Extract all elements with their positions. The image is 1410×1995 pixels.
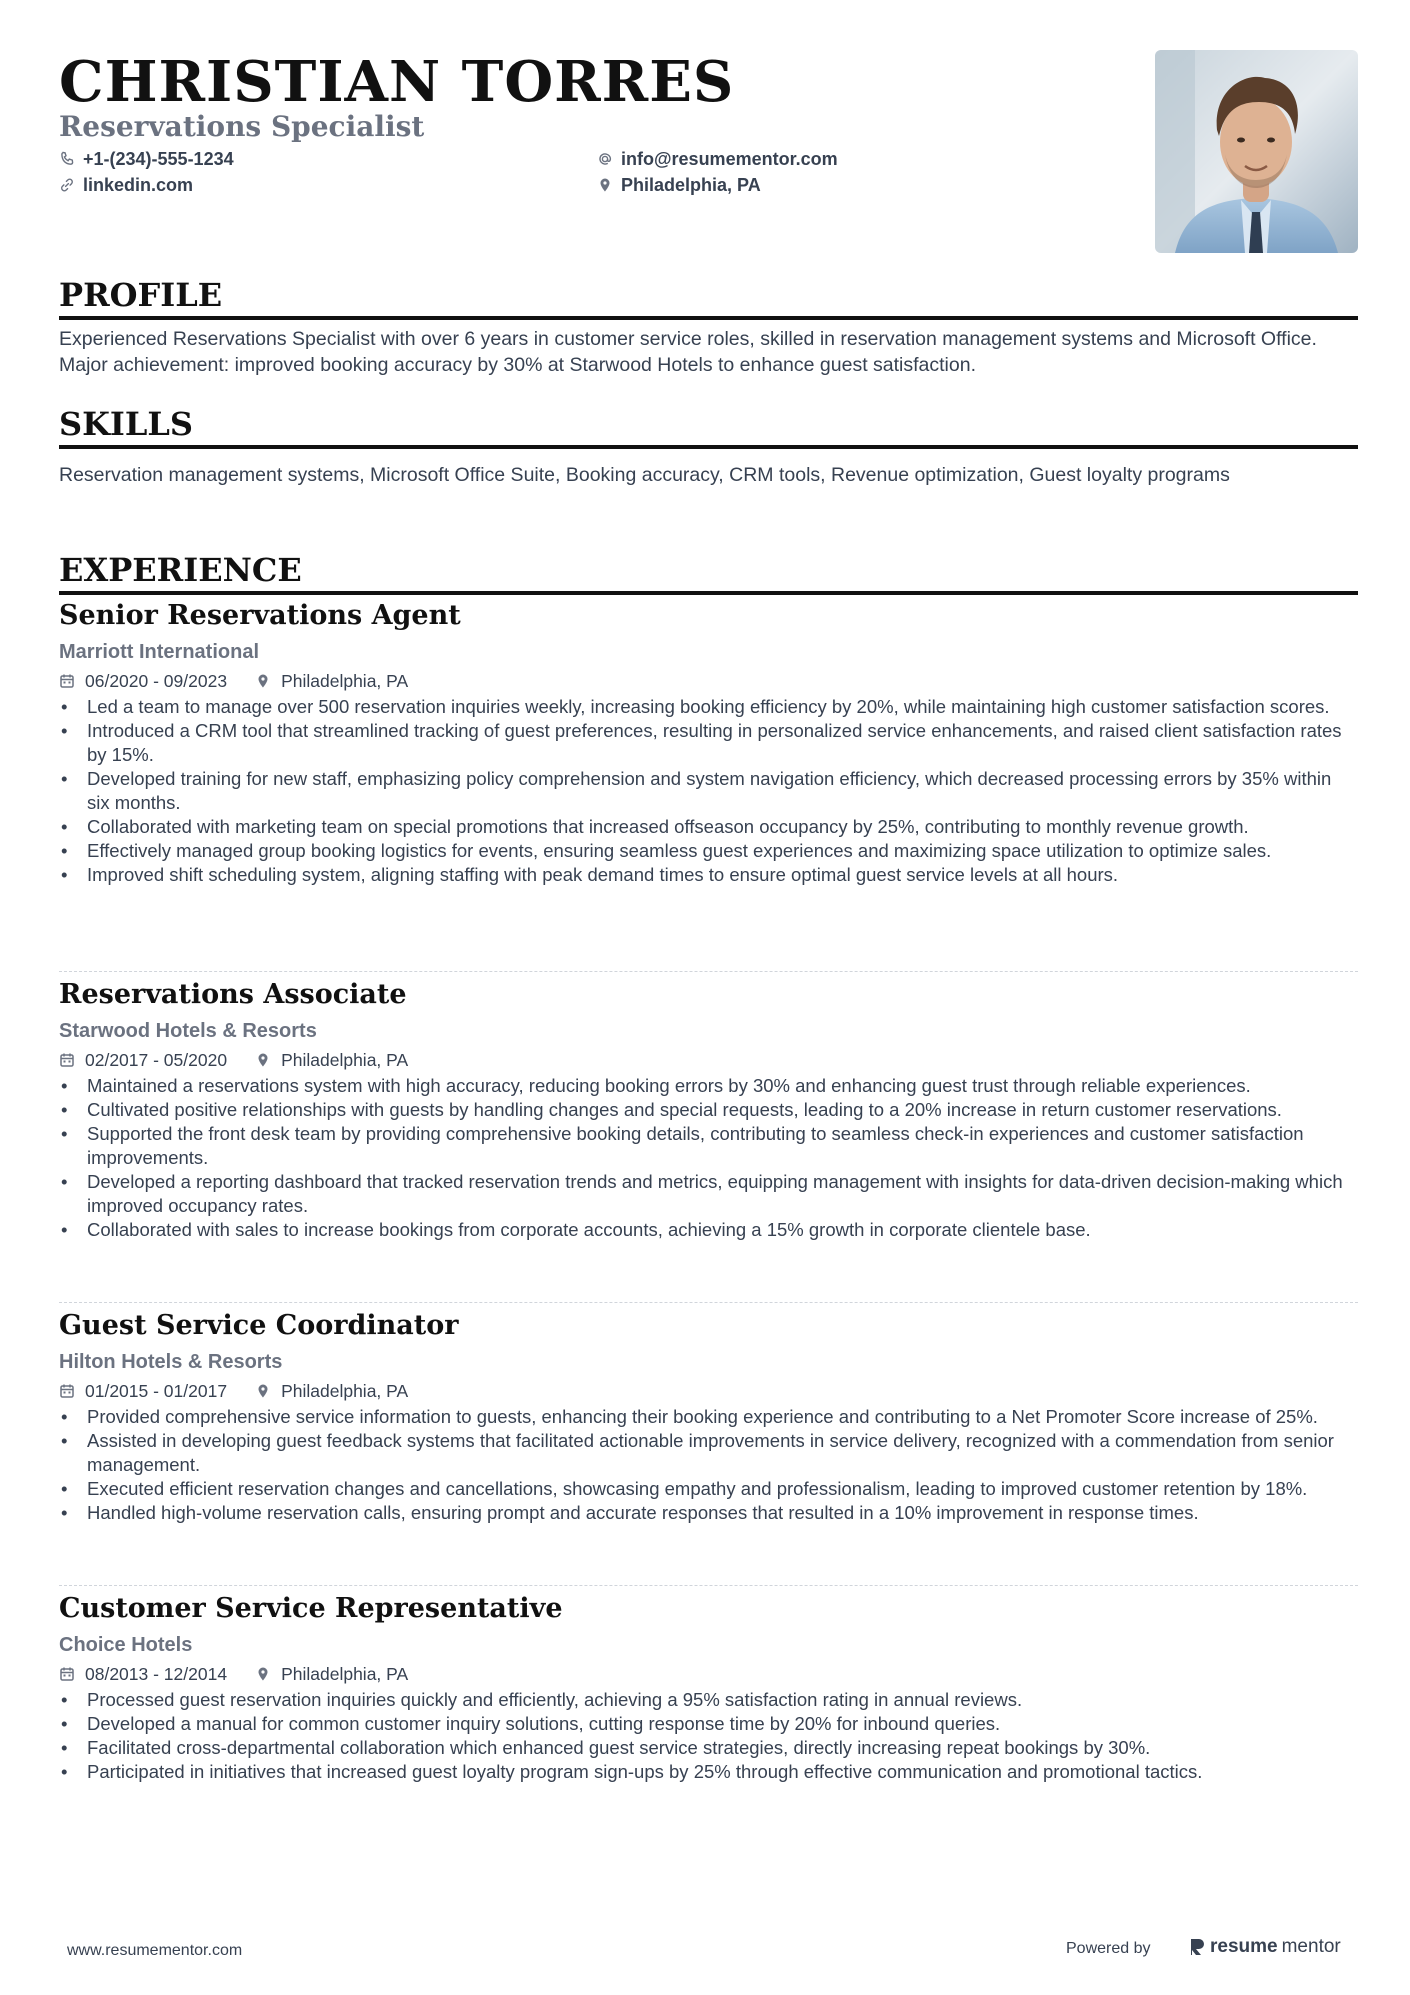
email-text: info@resumementor.com: [621, 149, 838, 169]
job-location: Philadelphia, PA: [281, 1381, 409, 1401]
profile-text: Experienced Reservations Specialist with over 6 years in customer service roles, skilled in reservation management systems and Microsoft Office. Major achievement: improved booking accuracy by 30% at Starwood Hotels to enhance guest satisfaction.: [59, 328, 1317, 376]
job-divider: [59, 971, 1358, 972]
at-sign-icon: [597, 151, 613, 167]
contact-linkedin: [59, 174, 193, 196]
list-item: • Facilitated cross-departmental collaboration which enhanced guest service strategies, directly increasing repeat bookings by 30%.: [59, 1736, 1359, 1760]
map-pin-icon: [255, 673, 271, 689]
list-item: • Processed guest reservation inquiries quickly and efficiently, achieving a 95% satisfaction rating in annual reviews.: [59, 1688, 1359, 1712]
calendar-icon: [59, 673, 75, 689]
job-entry: [59, 978, 1359, 1242]
job-dates: 06/2020 - 09/2023: [85, 671, 228, 691]
list-item: • Maintained a reservations system with high accuracy, reducing booking errors by 30% and enhancing guest trust through reliable experiences.: [59, 1074, 1359, 1098]
list-item: • Developed training for new staff, emphasizing policy comprehension and system navigation efficiency, which decreased processing errors by 35% within six months.: [59, 767, 1359, 815]
map-pin-icon: [597, 177, 613, 193]
calendar-icon: [59, 1383, 75, 1399]
list-item: • Executed efficient reservation changes and cancellations, showcasing empathy and professionalism, leading to improved customer retention by 18%.: [59, 1477, 1359, 1501]
job-divider: [59, 1585, 1358, 1586]
job-divider: [59, 1302, 1358, 1303]
person-photo-icon: [1155, 50, 1358, 253]
list-item: • Led a team to manage over 500 reservation inquiries weekly, increasing booking efficiency by 20%, while maintaining high customer satisfaction scores.: [59, 695, 1359, 719]
job-location: Philadelphia, PA: [281, 1664, 409, 1684]
job-dates: 02/2017 - 05/2020: [85, 1050, 228, 1070]
job-bullets: [59, 695, 1359, 887]
list-item: • Supported the front desk team by providing comprehensive booking details, contributing to seamless check-in experiences and customer satisfaction improvements.: [59, 1122, 1359, 1170]
list-item: • Improved shift scheduling system, aligning staffing with peak demand times to ensure optimal guest service levels at all hours.: [59, 863, 1359, 887]
job-location: Philadelphia, PA: [281, 1050, 409, 1070]
contact-location: [597, 174, 761, 196]
map-pin-icon: [255, 1383, 271, 1399]
brand-logo[interactable]: [1188, 1936, 1341, 1958]
brand-bold: resume: [1210, 1936, 1278, 1957]
linkedin-text: linkedin.com: [83, 175, 194, 195]
contact-phone: [59, 148, 234, 170]
experience-heading: EXPERIENCE: [59, 551, 1358, 595]
list-item: • Handled high-volume reservation calls, ensuring prompt and accurate responses that resulted in a 10% improvement in response times.: [59, 1501, 1359, 1525]
profile-photo: [1155, 50, 1358, 253]
list-item: • Assisted in developing guest feedback systems that facilitated actionable improvements in service delivery, recognized with a commendation from senior management.: [59, 1429, 1359, 1477]
phone-icon: [59, 151, 75, 167]
skills-heading: SKILLS: [59, 405, 1358, 449]
powered-by-label: Powered by: [1066, 1940, 1151, 1957]
calendar-icon: [59, 1052, 75, 1068]
job-bullets: [59, 1405, 1359, 1525]
candidate-name: CHRISTIAN TORRES: [59, 49, 735, 115]
contact-email: [597, 148, 838, 170]
map-pin-icon: [255, 1666, 271, 1682]
link-icon: [59, 177, 75, 193]
footer-website[interactable]: www.resumementor.com: [67, 1942, 243, 1959]
brand-light: mentor: [1281, 1936, 1341, 1957]
list-item: • Collaborated with sales to increase bookings from corporate accounts, achieving a 15% growth in corporate clientele base.: [59, 1218, 1359, 1242]
company-name: Hilton Hotels & Resorts: [59, 1351, 283, 1373]
company-name: Starwood Hotels & Resorts: [59, 1020, 317, 1042]
job-bullets: [59, 1074, 1359, 1242]
calendar-icon: [59, 1666, 75, 1682]
list-item: • Introduced a CRM tool that streamlined tracking of guest preferences, resulting in personalized service enhancements, and raised client satisfaction rates by 15%.: [59, 719, 1359, 767]
list-item: • Provided comprehensive service information to guests, enhancing their booking experience and contributing to a Net Promoter Score increase of 25%.: [59, 1405, 1359, 1429]
job-title: Customer Service Representative: [59, 1593, 563, 1624]
job-meta: [59, 1048, 1359, 1072]
list-item: • Developed a manual for common customer inquiry solutions, cutting response time by 20% for inbound queries.: [59, 1712, 1359, 1736]
job-meta: [59, 1662, 1359, 1686]
list-item: • Collaborated with marketing team on special promotions that increased offseason occupancy by 25%, contributing to monthly revenue growth.: [59, 815, 1359, 839]
job-title: Senior Reservations Agent: [59, 600, 461, 631]
company-name: Marriott International: [59, 641, 260, 663]
map-pin-icon: [255, 1052, 271, 1068]
job-entry: [59, 599, 1359, 887]
profile-heading: PROFILE: [59, 276, 1358, 320]
job-meta: [59, 1379, 1359, 1403]
job-title: Reservations Associate: [59, 979, 407, 1010]
job-entry: [59, 1309, 1359, 1525]
job-title: Guest Service Coordinator: [59, 1310, 459, 1341]
skills-text: Reservation management systems, Microsoft Office Suite, Booking accuracy, CRM tools, Revenue optimization, Guest loyalty programs: [59, 464, 1230, 486]
job-location: Philadelphia, PA: [281, 671, 409, 691]
job-bullets: [59, 1688, 1359, 1784]
resumementor-logo-icon: [1188, 1937, 1206, 1957]
job-entry: [59, 1592, 1359, 1784]
list-item: • Participated in initiatives that increased guest loyalty program sign-ups by 25% through effective communication and promotional tactics.: [59, 1760, 1359, 1784]
company-name: Choice Hotels: [59, 1634, 193, 1656]
list-item: • Effectively managed group booking logistics for events, ensuring seamless guest experiences and maximizing space utilization to optimize sales.: [59, 839, 1359, 863]
job-dates: 08/2013 - 12/2014: [85, 1664, 228, 1684]
list-item: • Developed a reporting dashboard that tracked reservation trends and metrics, equipping management with insights for data-driven decision-making which improved occupancy rates.: [59, 1170, 1359, 1218]
phone-text: +1-(234)-555-1234: [83, 149, 234, 169]
list-item: • Cultivated positive relationships with guests by handling changes and special requests, leading to a 20% increase in return customer reservations.: [59, 1098, 1359, 1122]
job-dates: 01/2015 - 01/2017: [85, 1381, 228, 1401]
location-text: Philadelphia, PA: [621, 175, 761, 195]
candidate-title: Reservations Specialist: [59, 110, 425, 143]
job-meta: [59, 669, 1359, 693]
